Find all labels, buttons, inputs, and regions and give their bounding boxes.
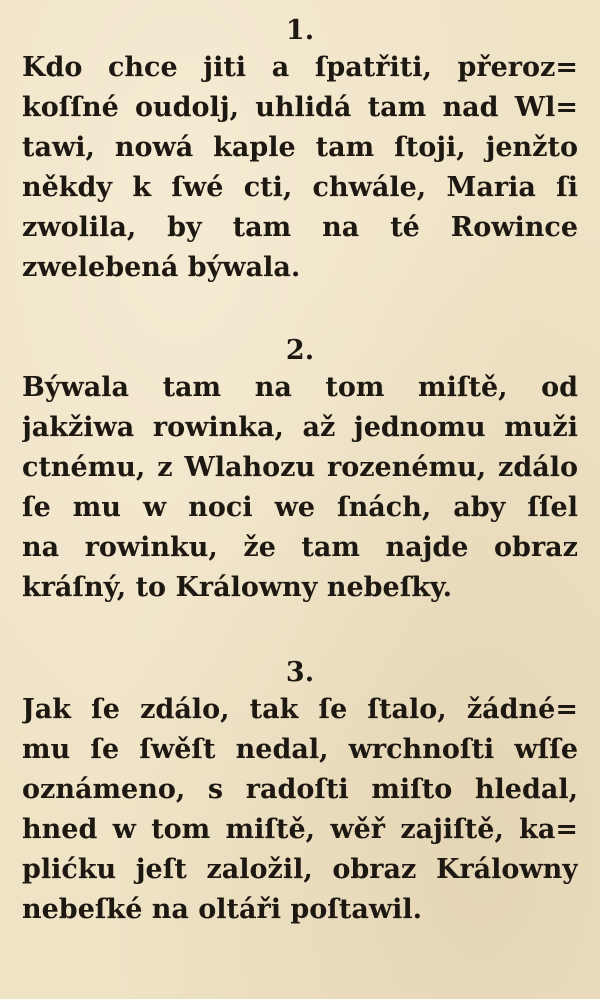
text-line: jakžiwa rowinka, až jednomu muži	[22, 412, 578, 443]
text-line: ctnému, z Wlahozu rozenému, zdálo	[22, 452, 578, 483]
text-line: někdy k ſwé cti, chwále, Maria ſi	[22, 172, 578, 203]
text-line: tawi, nowá kaple tam ſtoji, jenžto	[22, 132, 578, 163]
text-line: na rowinku, že tam najde obraz	[22, 532, 578, 563]
text-line: koſſné oudolj, uhlidá tam nad Wl=	[22, 92, 578, 123]
text-line: mu ſe ſwěſt nedal, wrchnoſti wſſe	[22, 734, 578, 765]
stanza-number: 1.	[285, 15, 315, 46]
text-line: Kdo chce jiti a ſpatřiti, přeroz=	[22, 52, 578, 83]
text-line: kráſný, to Králowny nebeſky.	[22, 572, 453, 603]
text-line: ſe mu w noci we ſnách, aby ſſel	[22, 492, 578, 523]
stanza-3	[22, 656, 578, 930]
text-line: nebeſké na oltáři poſtawil.	[22, 894, 423, 925]
stanza-number: 3.	[285, 657, 315, 688]
stanza-2	[22, 334, 578, 608]
stanza-1	[22, 14, 578, 288]
text-line: zwolila, by tam na té Rowince	[22, 212, 578, 243]
stanza-number: 2.	[285, 335, 315, 366]
text-line: zwelebená býwala.	[22, 252, 301, 283]
text-line: hned w tom miſtě, wěř zajiſtě, ka=	[22, 814, 578, 845]
text-line: plićku jeſt založil, obraz Králowny	[22, 854, 578, 885]
text-line: Býwala tam na tom miſtě, od	[22, 372, 578, 403]
text-line: oznámeno, s radoſti miſto hledal,	[22, 774, 578, 805]
text-line: Jak ſe zdálo, tak ſe ſtalo, žádné=	[22, 694, 578, 725]
